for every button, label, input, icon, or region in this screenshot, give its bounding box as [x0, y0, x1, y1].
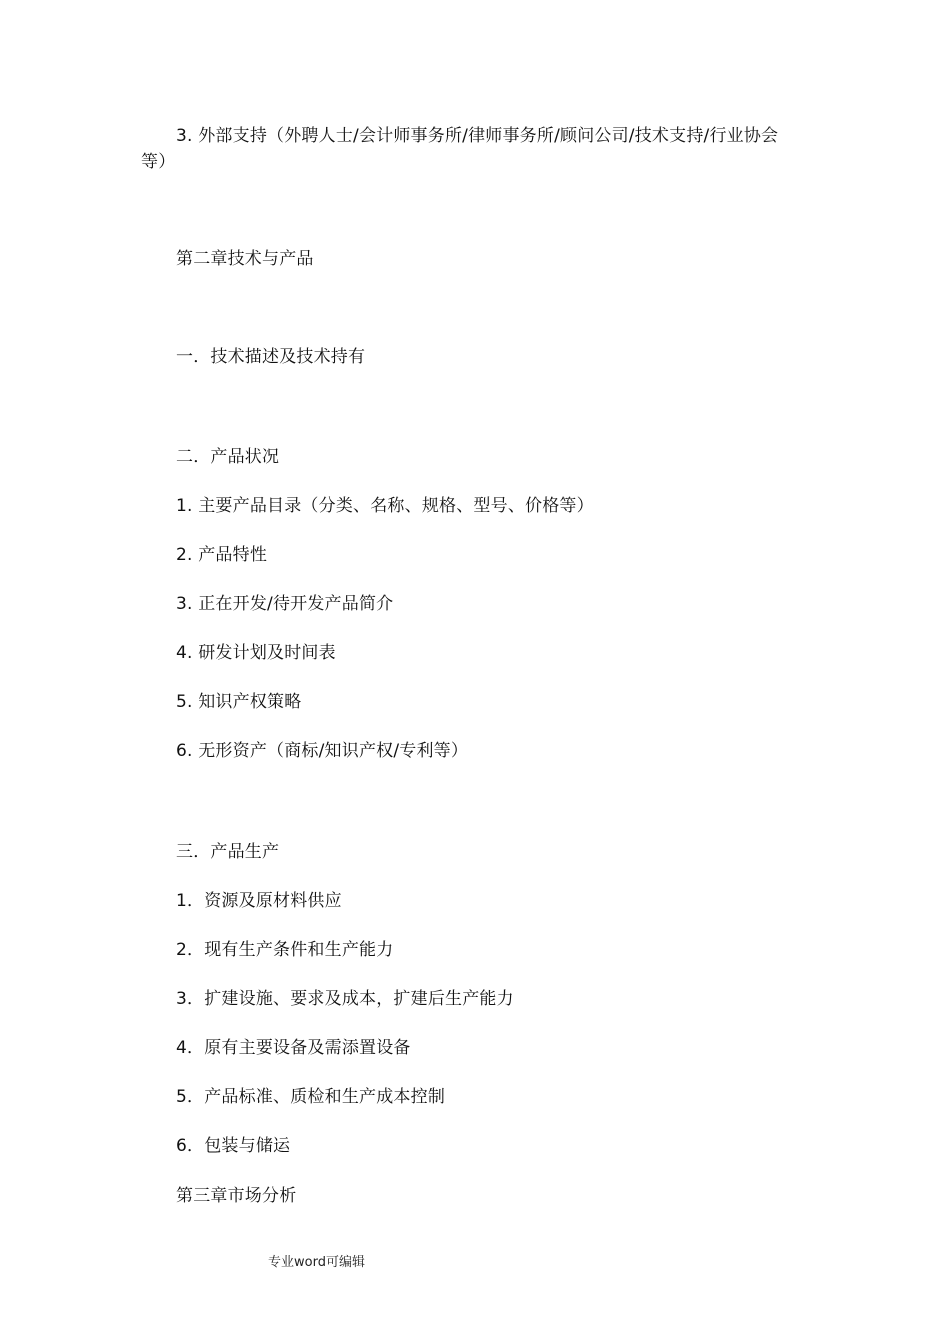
list-item: 1. 主要产品目录（分类、名称、规格、型号、价格等） — [176, 496, 594, 516]
chapter2-heading: 第二章技术与产品 — [176, 249, 314, 269]
list-item: 3．扩建设施、要求及成本，扩建后生产能力 — [176, 989, 514, 1009]
list-item: 5. 知识产权策略 — [176, 692, 302, 712]
section-product-status: 二．产品状况 — [176, 447, 280, 467]
footer-watermark: 专业word可编辑 — [268, 1255, 365, 1270]
list-item: 4．原有主要设备及需添置设备 — [176, 1038, 411, 1058]
list-item: 4. 研发计划及时间表 — [176, 643, 336, 663]
list-item: 5．产品标准、质检和生产成本控制 — [176, 1087, 446, 1107]
list-item: 3. 正在开发/待开发产品简介 — [176, 594, 394, 614]
list-item: 6. 无形资产（商标/知识产权/专利等） — [176, 741, 469, 761]
list-item: 2. 产品特性 — [176, 545, 268, 565]
list-item: 1．资源及原材料供应 — [176, 891, 342, 911]
external-support-paragraph: 3. 外部支持（外聘人士/会计师事务所/律师事务所/顾问公司/技术支持/行业协会等） — [141, 126, 779, 172]
section-tech-description: 一．技术描述及技术持有 — [176, 347, 366, 367]
section-production: 三．产品生产 — [176, 842, 280, 862]
list-item: 2．现有生产条件和生产能力 — [176, 940, 394, 960]
list-item: 6．包装与储运 — [176, 1136, 291, 1156]
chapter3-heading: 第三章市场分析 — [176, 1186, 297, 1206]
